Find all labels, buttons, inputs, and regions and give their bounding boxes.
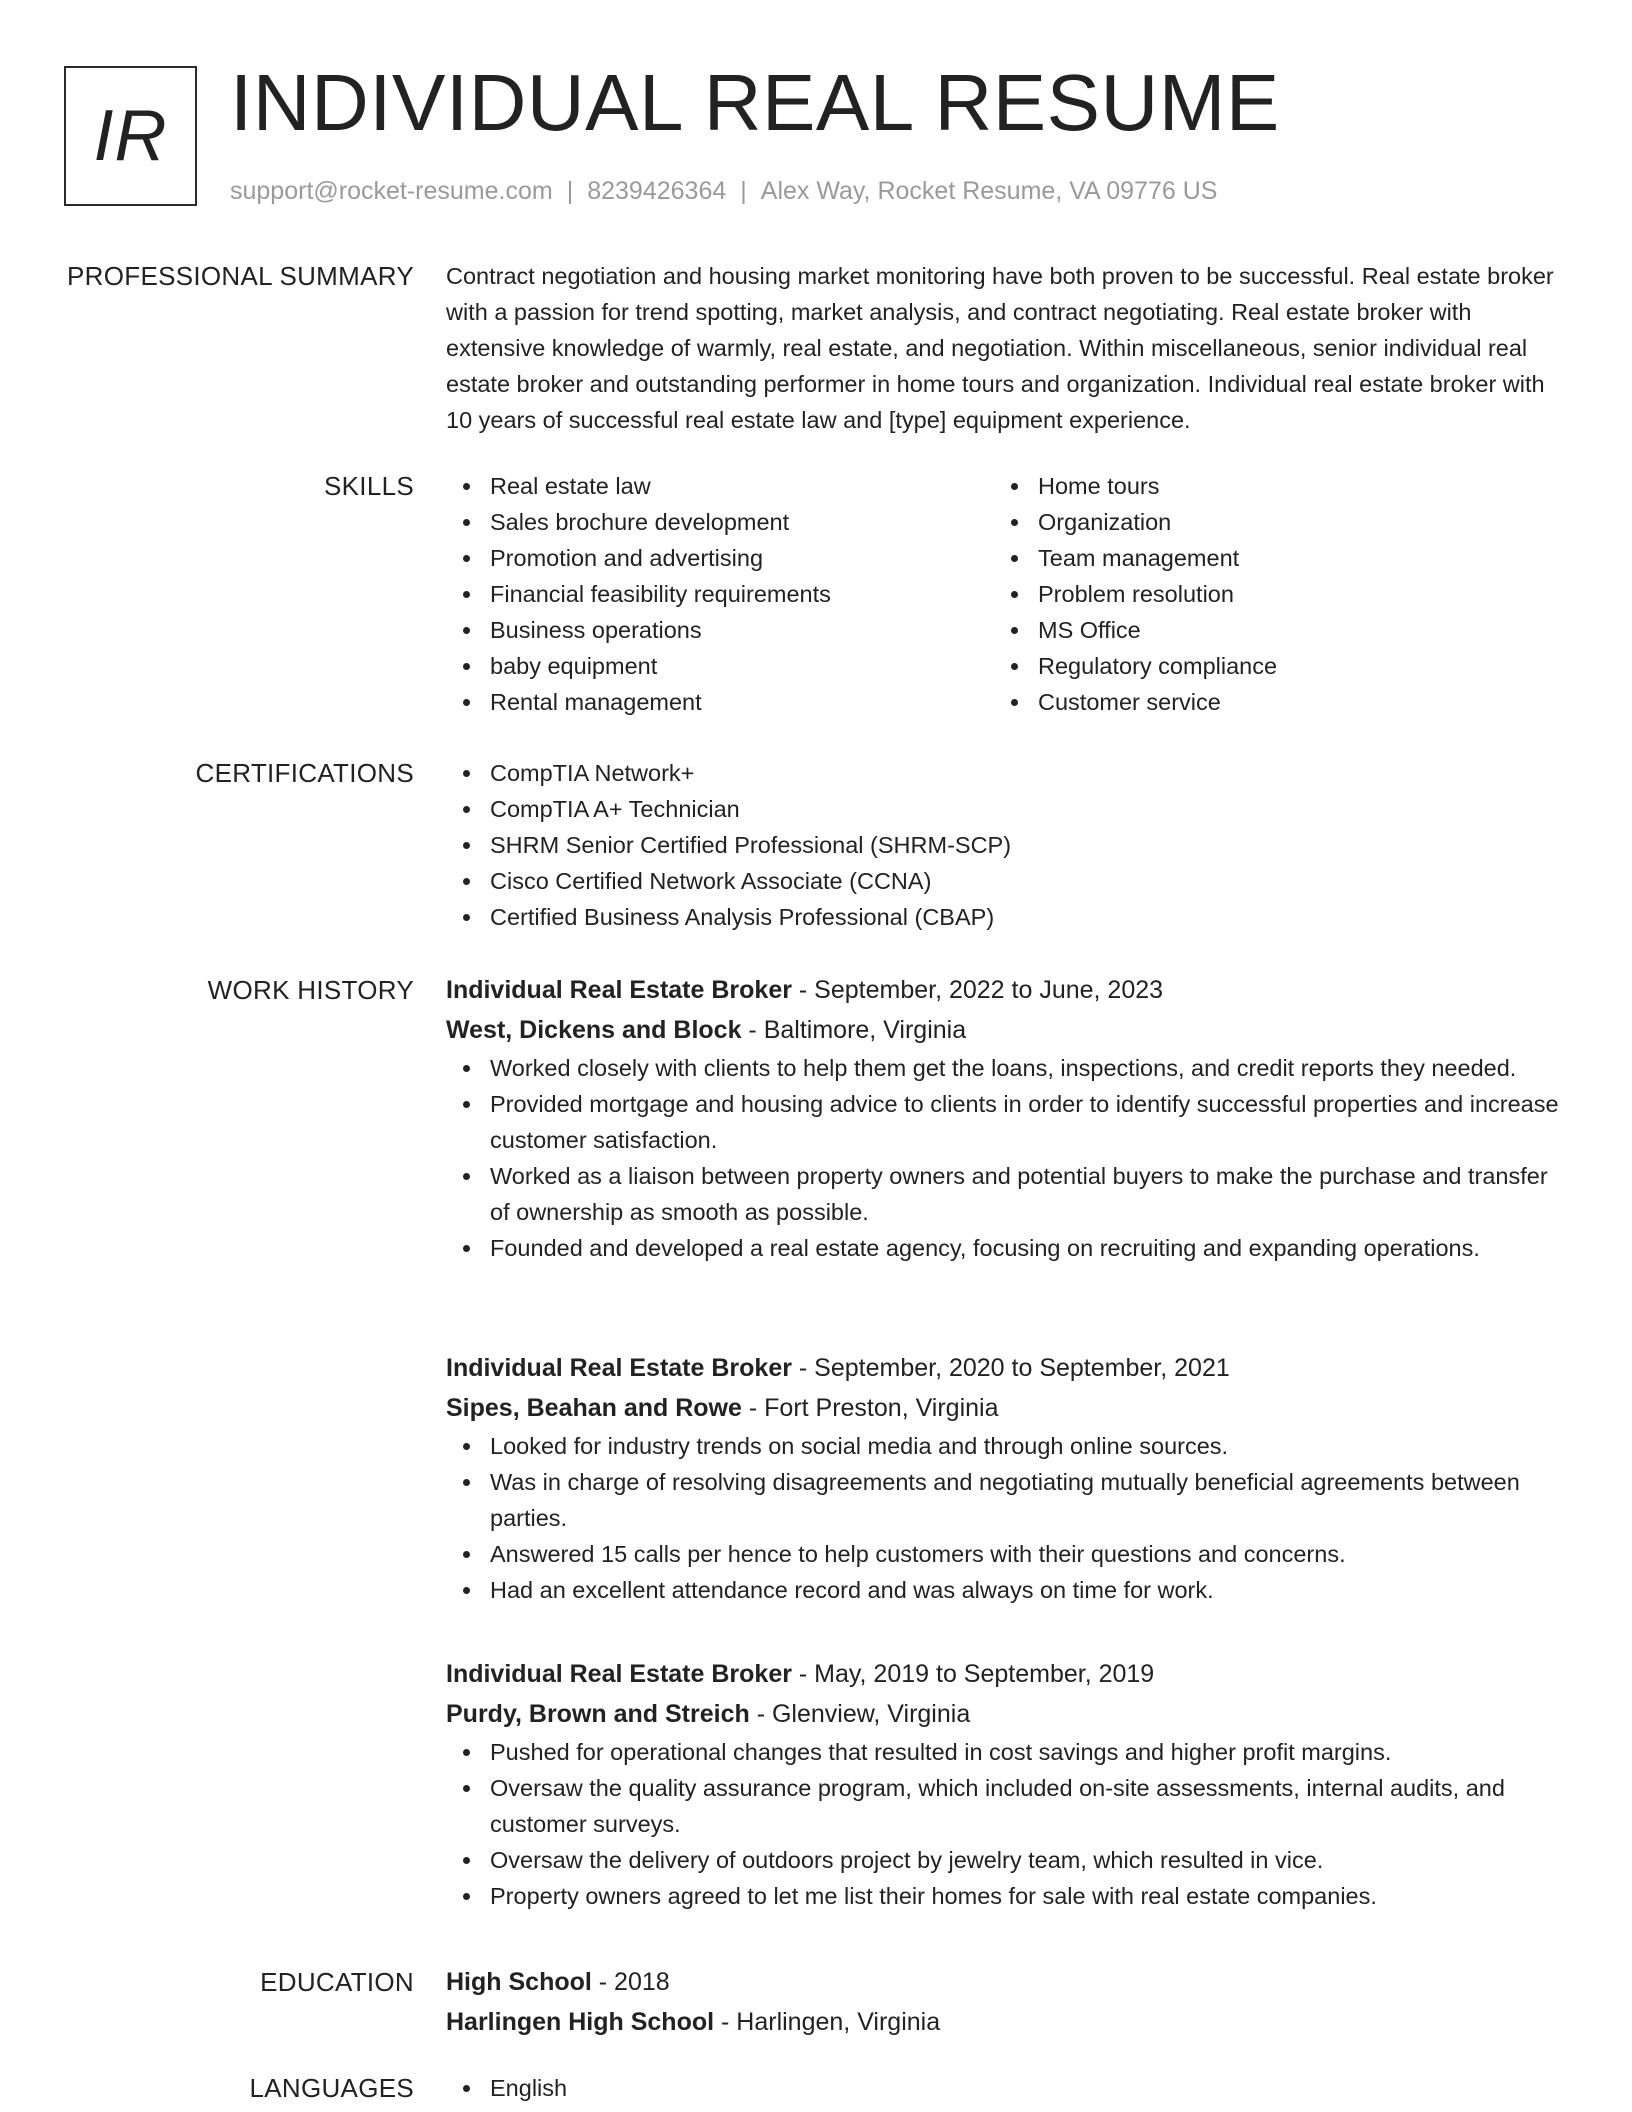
job-location: - Baltimore, Virginia	[741, 1016, 967, 1044]
job-entry	[446, 1654, 1566, 1914]
job-duty: Had an excellent attendance record and was always on time for work.	[446, 1572, 1566, 1608]
contact-email: support@rocket-resume.com	[230, 177, 553, 205]
contact-separator: |	[566, 177, 574, 205]
certification-item: CompTIA A+ Technician	[446, 791, 1566, 827]
work-history-label: WORK HISTORY	[207, 975, 414, 1005]
education-label: EDUCATION	[260, 1967, 414, 1997]
education-year: - 2018	[591, 1968, 670, 1996]
job-duty: Looked for industry trends on social media and through online sources.	[446, 1428, 1566, 1464]
certifications-list	[446, 755, 1566, 935]
job-duty: Worked as a liaison between property owners and potential buyers to make the purchase and transfer of ownership as smooth as possible.	[446, 1158, 1566, 1230]
languages-label: LANGUAGES	[249, 2073, 414, 2103]
contact-address: Alex Way, Rocket Resume, VA 09776 US	[760, 177, 1218, 205]
certification-item: Cisco Certified Network Associate (CCNA)	[446, 863, 1566, 899]
monogram-logo: IR	[64, 66, 197, 206]
skill-item: Sales brochure development	[446, 504, 994, 540]
job-duties-list	[446, 1050, 1566, 1266]
skill-item: Regulatory compliance	[994, 648, 1542, 684]
summary-text: Contract negotiation and housing market monitoring have both proven to be successful. Real estate broker with a passion for trend spotting, market analysis, and contract negotiating. Real estate broker with extensive knowledge of warmly, real estate, and negotiation. Within miscellaneous, senior individual real estate broker and outstanding performer in home tours and organization. Individual real estate broker with 10 years of successful real estate law and [type] equipment experience.	[446, 263, 1554, 433]
job-location: - Glenview, Virginia	[749, 1700, 971, 1728]
job-company: West, Dickens and Block	[446, 1016, 742, 1044]
education-school: Harlingen High School	[446, 2008, 715, 2036]
education-degree: High School	[446, 1968, 592, 1996]
job-title: Individual Real Estate Broker	[446, 1354, 792, 1382]
skill-item: Real estate law	[446, 468, 994, 504]
job-duty: Answered 15 calls per hence to help customers with their questions and concerns.	[446, 1536, 1566, 1572]
skill-item: Promotion and advertising	[446, 540, 994, 576]
skill-item: Home tours	[994, 468, 1542, 504]
job-title-line	[446, 1348, 1566, 1388]
contact-line	[230, 174, 1217, 208]
job-company-line	[446, 1388, 1566, 1428]
language-item: English	[446, 2070, 1566, 2106]
job-duty: Pushed for operational changes that resulted in cost savings and higher profit margins.	[446, 1734, 1566, 1770]
skill-item: MS Office	[994, 612, 1542, 648]
job-dates: - September, 2020 to September, 2021	[791, 1354, 1230, 1382]
skill-item: Problem resolution	[994, 576, 1542, 612]
certification-item: SHRM Senior Certified Professional (SHRM-SCP)	[446, 827, 1566, 863]
languages-list	[446, 2070, 1566, 2106]
skill-item: Business operations	[446, 612, 994, 648]
job-title-line	[446, 1654, 1566, 1694]
skills-label: SKILLS	[324, 471, 414, 501]
job-company-line	[446, 1010, 1566, 1050]
job-company: Purdy, Brown and Streich	[446, 1700, 750, 1728]
skill-item: Team management	[994, 540, 1542, 576]
certifications-label: CERTIFICATIONS	[195, 758, 414, 788]
education-location: - Harlingen, Virginia	[714, 2008, 941, 2036]
contact-phone: 8239426364	[587, 177, 727, 205]
job-title-line	[446, 970, 1566, 1010]
job-entry	[446, 1348, 1566, 1608]
job-duty: Property owners agreed to let me list their homes for sale with real estate companies.	[446, 1878, 1566, 1914]
certification-item: Certified Business Analysis Professional (CBAP)	[446, 899, 1566, 935]
summary-label: PROFESSIONAL SUMMARY	[67, 261, 414, 291]
job-duty: Founded and developed a real estate agency, focusing on recruiting and expanding operations.	[446, 1230, 1566, 1266]
job-duty: Provided mortgage and housing advice to clients in order to identify successful properties and increase customer satisfaction.	[446, 1086, 1566, 1158]
job-title: Individual Real Estate Broker	[446, 976, 792, 1004]
skills-list-right	[994, 468, 1542, 720]
job-duty: Worked closely with clients to help them get the loans, inspections, and credit reports they needed.	[446, 1050, 1566, 1086]
job-duty: Oversaw the delivery of outdoors project by jewelry team, which resulted in vice.	[446, 1842, 1566, 1878]
job-duties-list	[446, 1428, 1566, 1608]
job-dates: - May, 2019 to September, 2019	[791, 1660, 1155, 1688]
job-company: Sipes, Beahan and Rowe	[446, 1394, 742, 1422]
skill-item: Customer service	[994, 684, 1542, 720]
job-company-line	[446, 1694, 1566, 1734]
skill-item: Rental management	[446, 684, 994, 720]
job-duty: Was in charge of resolving disagreements and negotiating mutually beneficial agreements between parties.	[446, 1464, 1566, 1536]
contact-separator: |	[740, 177, 747, 205]
skill-item: baby equipment	[446, 648, 994, 684]
job-duties-list	[446, 1734, 1566, 1914]
candidate-name: INDIVIDUAL REAL RESUME	[230, 58, 1280, 147]
job-entry	[446, 970, 1566, 1266]
job-location: - Fort Preston, Virginia	[741, 1394, 999, 1422]
certification-item: CompTIA Network+	[446, 755, 1566, 791]
skill-item: Organization	[994, 504, 1542, 540]
education-school-line	[446, 2002, 1566, 2042]
job-duty: Oversaw the quality assurance program, which included on-site assessments, internal audits, and customer surveys.	[446, 1770, 1566, 1842]
education-degree-line	[446, 1962, 1566, 2002]
job-dates: - September, 2022 to June, 2023	[791, 976, 1164, 1004]
skills-list-left	[446, 468, 994, 720]
skill-item: Financial feasibility requirements	[446, 576, 994, 612]
job-title: Individual Real Estate Broker	[446, 1660, 792, 1688]
